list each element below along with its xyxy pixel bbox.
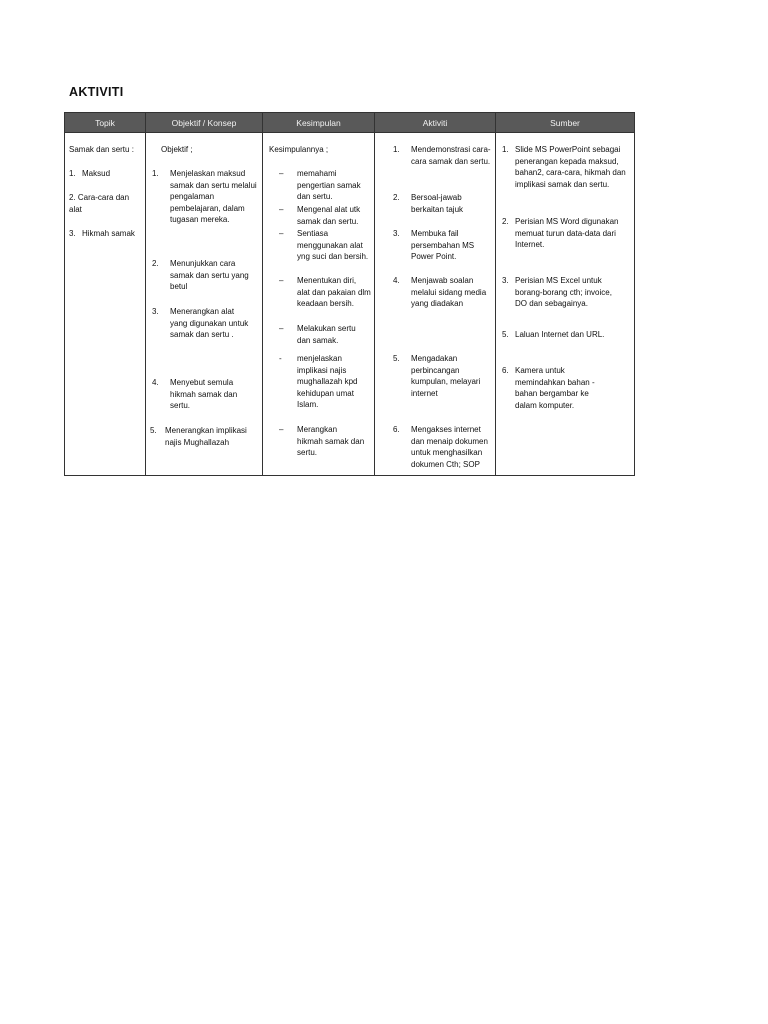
list-item <box>393 144 491 167</box>
list-item <box>279 228 371 263</box>
list-item <box>152 168 258 226</box>
list-item <box>393 424 491 470</box>
list-item <box>393 275 491 310</box>
topik-cell <box>65 133 146 476</box>
list-item-text: Maksud <box>82 169 111 178</box>
list-item <box>279 168 371 203</box>
list-item <box>69 228 145 240</box>
list-marker: 1. <box>502 145 509 154</box>
header-objektif-konsep: Objektif / Konsep <box>146 113 263 133</box>
list-marker: 2. <box>393 193 400 202</box>
list-item-text: menjelaskan implikasi najis mughallazah kpd kehidupan umat Islam. <box>297 354 358 410</box>
list-marker: 2. <box>502 217 509 226</box>
list-marker: 3. <box>502 276 509 285</box>
list-item-text: Menjelaskan maksud samak dan sertu melalui pengalaman pembelajaran, dalam tugasan mereka. <box>170 169 257 225</box>
aktiviti-cell <box>375 133 496 476</box>
list-item-text: Laluan Internet dan URL. <box>515 330 605 339</box>
sumber-cell <box>496 133 635 476</box>
list-item <box>502 329 618 341</box>
list-item-text: Kamera untuk memindahkan bahan -bahan bergambar ke dalam komputer. <box>515 366 595 410</box>
list-item-text: Bersoal-jawab berkaitan tajuk <box>411 193 464 214</box>
list-item-text: memahami pengertian samak dan sertu. <box>297 169 361 202</box>
list-item-text: Mengenal alat utk samak dan sertu. <box>297 205 361 226</box>
list-item-text: Membuka fail persembahan MS Power Point. <box>411 229 475 262</box>
list-item <box>279 424 365 459</box>
list-item-text: Mengakses internet dan menaip dokumen untuk menghasilkan dokumen Cth; SOP <box>411 425 488 469</box>
list-item <box>279 353 371 411</box>
list-marker: – <box>279 169 284 178</box>
objektif-cell <box>146 133 263 476</box>
list-marker: 1. <box>152 169 159 178</box>
list-item <box>152 306 252 341</box>
header-sumber: Sumber <box>496 113 635 133</box>
list-marker: – <box>279 229 284 238</box>
list-item <box>150 425 260 448</box>
list-marker: – <box>279 425 284 434</box>
list-marker: 3. <box>69 229 76 238</box>
list-item-text: Menentukan diri, alat dan pakaian dlm keadaan bersih. <box>297 276 371 309</box>
list-item-text: Menyebut semula hikmah samak dan sertu. <box>170 378 238 411</box>
list-marker: – <box>279 324 284 333</box>
topik-intro: Samak dan sertu : <box>69 145 134 154</box>
list-item-text: Menjawab soalan melalui sidang media yang diadakan <box>411 276 487 309</box>
aktiviti-table <box>64 112 635 476</box>
list-item-text: Menerangkan alat yang digunakan untuk samak dan sertu . <box>170 307 249 340</box>
table-row <box>65 133 635 476</box>
list-item-text: Hikmah samak <box>82 229 135 238</box>
kesimpulan-cell <box>263 133 375 476</box>
list-item <box>69 192 139 215</box>
list-marker: 4. <box>152 378 159 387</box>
kesimpulan-intro: Kesimpulannya ; <box>269 145 329 154</box>
table-header-row <box>65 113 635 133</box>
list-item <box>502 144 630 190</box>
objektif-intro: Objektif ; <box>161 145 193 154</box>
list-marker: – <box>279 276 284 285</box>
list-marker: 2. <box>152 259 159 268</box>
list-marker: 5. <box>393 354 400 363</box>
list-item-text: Menerangkan implikasi najis Mughallazah <box>165 426 247 447</box>
list-item <box>502 216 620 251</box>
list-item <box>279 323 371 346</box>
list-item-text: Melakukan sertu dan samak. <box>297 324 356 345</box>
list-marker: 2. <box>69 193 76 202</box>
list-marker: 1. <box>69 169 76 178</box>
list-marker: - <box>279 354 282 363</box>
list-item <box>279 204 371 227</box>
list-item-text: Cara-cara dan alat <box>69 193 130 214</box>
list-marker: 3. <box>152 307 159 316</box>
header-kesimpulan: Kesimpulan <box>263 113 375 133</box>
list-marker: 5. <box>150 426 157 435</box>
list-item-text: Menunjukkan cara samak dan sertu yang betul <box>170 259 249 292</box>
list-item <box>152 258 258 293</box>
list-marker: 1. <box>393 145 400 154</box>
list-item <box>393 192 491 215</box>
list-item-text: Merangkan hikmah samak dan sertu. <box>297 425 365 458</box>
list-item <box>393 228 491 263</box>
list-item-text: Perisian MS Word digunakan memuat turun data-data dari Internet. <box>515 217 619 250</box>
list-marker: 6. <box>502 366 509 375</box>
list-item <box>393 353 491 399</box>
list-marker: 3. <box>393 229 400 238</box>
list-item <box>152 377 258 412</box>
list-marker: – <box>279 205 284 214</box>
list-item <box>502 365 612 411</box>
list-item <box>279 275 371 310</box>
list-item-text: Sentiasa menggunakan alat yng suci dan bersih. <box>297 229 369 262</box>
page-title: AKTIVITI <box>69 85 124 99</box>
list-item <box>69 168 143 180</box>
list-item <box>502 275 618 310</box>
list-marker: 6. <box>393 425 400 434</box>
list-marker: 5. <box>502 330 509 339</box>
header-aktiviti: Aktiviti <box>375 113 496 133</box>
list-marker: 4. <box>393 276 400 285</box>
list-item-text: Mengadakan perbincangan kumpulan, melayari internet <box>411 354 481 398</box>
list-item-text: Slide MS PowerPoint sebagai penerangan kepada maksud, bahan2, cara-cara, hikmah dan implikasi samak dan sertu. <box>515 145 626 189</box>
list-item-text: Mendemonstrasi cara-cara samak dan sertu. <box>411 145 491 166</box>
header-topik: Topik <box>65 113 146 133</box>
list-item-text: Perisian MS Excel untuk borang-borang cth; invoice, DO dan sebagainya. <box>515 276 612 309</box>
